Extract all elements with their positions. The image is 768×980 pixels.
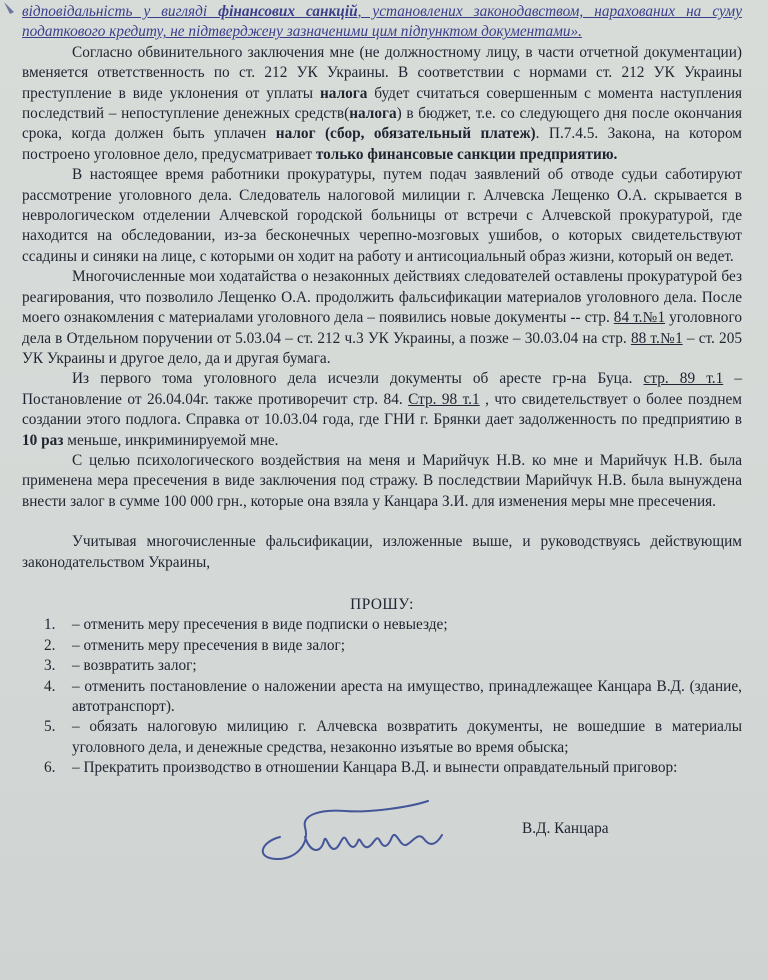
- list-item: 6. – Прекратить производство в отношении Канцара В.Д. и вынести оправдательный приговор:: [44, 759, 678, 777]
- paragraph-considering: Учитывая многочисленные фальсификации, изложенные выше, и руководствуясь действующим законодательством Украины,: [22, 533, 742, 571]
- paragraph-indictment: Согласно обвинительного заключения мне (не должностному лицу, в части отчетной документации) вменяется ответственность по ст. 212 УК Украины. В соответствии с нормами ст. 212 УК Украины преступление в виде уклонения от уплаты налога будет считаться совершенным с момента наступления последствий – непоступление денежных средств(налога) в бюджет, т.е. со следующего дня после окончания срока, когда должен быть уплачен налог (сбор, обязательный платеж). П.7.4.5. Закона, на котором построено уголовное дело, предусматривает только финансовые санкции предприятию.: [22, 43, 742, 163]
- spacer: [22, 512, 742, 532]
- paragraph-missing-documents: Из первого тома уголовного дела исчезли документы об аресте гр-на Буца. стр. 89 т.1 – Постановление от 26.04.04г. также противоречит стр. 84. Стр. 98 т.1 , что свидетельствует о более позднем создании этого подлога. Справка от 10.03.04 года, где ГНИ г. Брянки дает задолженность по предприятию в 10 раз меньше, инкриминируемой мне.: [22, 370, 742, 449]
- paragraph-petitions: Многочисленные мои ходатайства о незаконных действиях следователей оставлены прокуратурой без реагирования, что позволило Лещенко О.А. продолжить фальсификации материалов уголовного дела. После моего ознакомления с материалами уголовного дела – появились новые документы -- стр. 84 т.№1 уголовного дела в Отдельном поручении от 5.03.04 – ст. 212 ч.3 УК Украины, а позже – 30.03.04 на стр. 88 т.№1 – ст. 205 УК Украины и другое дело, да и другая бумага.: [22, 268, 742, 367]
- handwritten-signature-icon: [250, 797, 465, 867]
- list-item: 3. – возвратить залог;: [44, 657, 197, 675]
- paragraph-prosecutors: В настоящее время работники прокуратуры, путем подач заявлений об отводе судьи саботируют рассмотрение уголовного дела. Следователь налоговой милиции г. Алчевска Лещенко О.А. скрывается в неврологическом отделении Алчевской городской больницы от встречи с Алчевской прокуратурой, где находится на обследовании, из-за бесконечных черепно-мозговых ушибов, о которых свидетельствуют ссадины и синяки на лице, с которыми он ходит на работу и антисоциальный образ жизни, который он ведет.: [22, 166, 742, 265]
- paragraph-detention: С целью психологического воздействия на меня и Марийчук Н.В. ко мне и Марийчук Н.В. была применена мера пресечения в виде заключения под стражу. В последствии Марийчук Н.В. была вынуждена внести залог в сумме 100 000 грн., которые она взяла у Канцара З.И. для изменения меры мне пресечения.: [22, 451, 742, 510]
- list-item: 5. – обязать налоговую милицию г. Алчевска возвратить документы, не вошедшие в материалы уголовного дела, и денежные средства, незаконно изъятые во время обыска;: [44, 718, 742, 756]
- signature-block: [22, 779, 742, 889]
- request-list: [22, 615, 742, 778]
- signer-name: В.Д. Канцара: [522, 819, 609, 837]
- corner-mark-icon: [0, 0, 22, 18]
- list-item: 4. – отменить постановление о наложении ареста на имущество, принадлежащее Канцара В.Д. (здание, автотранспорт).: [44, 677, 742, 715]
- list-item: 1. – отменить меру пресечения в виде подписки о невыезде;: [44, 616, 448, 634]
- request-heading: ПРОШУ:: [350, 595, 414, 613]
- continued-quote-line: відповідальність у вигляді фінансових санкцій, установлених законодавством, нарахованих на суму податкового кредиту, не підтверджену зазначеними цим підпунктом документами».: [22, 3, 742, 41]
- list-item: 2. – отменить меру пресечения в виде залог;: [44, 636, 346, 654]
